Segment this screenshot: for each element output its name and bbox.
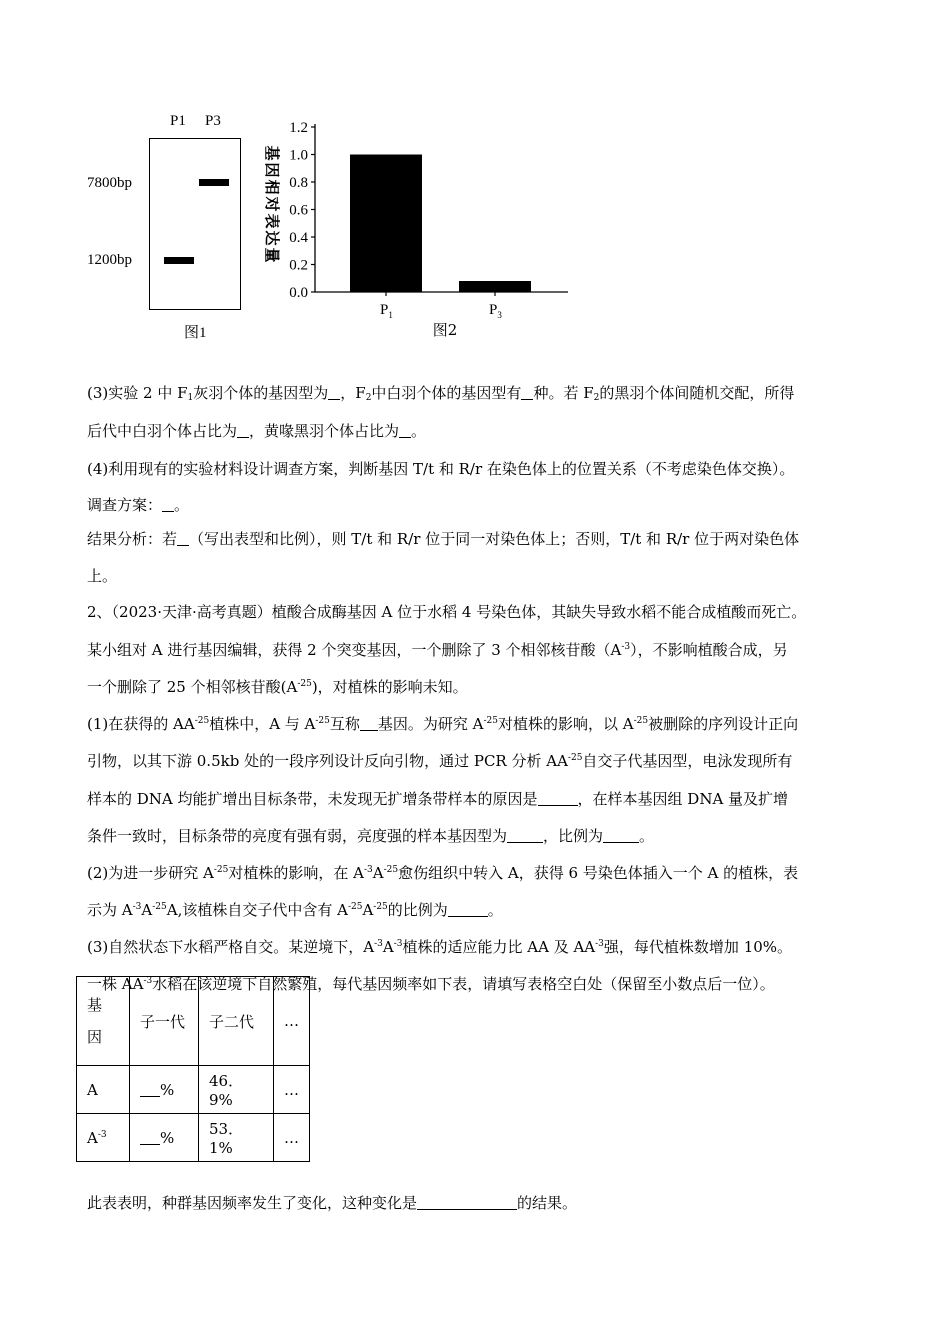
q4-line1: (4)利用现有的实验材料设计调查方案，判断基因 T/t 和 R/r 在染色体上的位置关系（不考虑染色体交换）。 [87, 460, 795, 478]
s2-line1: (2)为进一步研究 $A^{-25}$对植株的影响，在 $A^{-3}A^{-25}$愈伤组织中转入 A，获得 6 号染色体插入一个 A 的植株，表 [87, 864, 799, 882]
cell-gen2: 46．9% [199, 1066, 274, 1114]
header-gen2: 子二代 [199, 977, 274, 1066]
cell-more: … [274, 1066, 310, 1114]
s3-line1: (3)自然状态下水稻严格自交。某逆境下，$A^{-3}A^{-3}$植株的适应能力比 AA 及 $AA^{-3}$强，每代植株数增加 10%。 [87, 938, 793, 956]
y-tick-label: 0.4 [289, 230, 308, 246]
y-tick-label: 0.0 [289, 285, 308, 301]
y-axis-label-char: 因 [263, 162, 281, 178]
y-tick-label: 0.8 [289, 175, 308, 191]
y-axis-label-char: 基 [263, 145, 281, 161]
cell-gen1: % [130, 1114, 199, 1162]
s1-line4: 条件一致时，目标条带的亮度有强有弱，亮度强的样本基因型为 ，比例为 。 [87, 827, 655, 845]
s3-line2: 一株 $AA^{-3}$水稻在该逆境下自然繁殖，每代基因频率如下表，请填写表格空白处（保留至小数点后一位）。 [87, 975, 775, 993]
y-axis-label-char: 量 [263, 247, 281, 263]
header-more: … [274, 977, 310, 1066]
gel-band-p1 [164, 257, 194, 264]
figure1-caption: 图1 [184, 325, 207, 341]
y-axis-label-char: 对 [263, 196, 281, 212]
table-row [77, 1114, 310, 1162]
cell-gene: A [77, 1066, 130, 1114]
marker-1200: 1200bp [87, 252, 132, 268]
y-tick-label: 0.2 [289, 257, 308, 274]
y-tick-label: 1.2 [289, 120, 308, 136]
s1-line1: (1)在获得的 $AA^{-25}$植株中，A 与 $A^{-25}$互称 基因。为研究 $A^{-25}$对植株的影响，以 $A^{-25}$被删除的序列设计正向 [87, 715, 799, 733]
bar-p3 [459, 281, 531, 292]
q4-line4: 上。 [87, 567, 118, 585]
figure2-caption: 图2 [432, 321, 458, 339]
y-axis-label-char: 相 [263, 179, 281, 195]
y-tick-label: 0.6 [289, 202, 308, 219]
q3-line1: (3)实验 2 中 $F_1$灰羽个体的基因型为 ，$F_2$中白羽个体的基因型有 种。若 $F_2$的黑羽个体间随机交配，所得 [87, 384, 795, 403]
cell-more: … [274, 1114, 310, 1162]
cell-gene: $A^{-3}$ [77, 1114, 130, 1162]
y-axis-label-char: 表 [263, 213, 281, 229]
q4-line3: 结果分析：若 （写出表型和比例），则 T/t 和 R/r 位于同一对染色体上；否则，T/t 和 R/r 位于两对染色体 [87, 530, 800, 548]
q4-line2: 调查方案： 。 [87, 496, 190, 514]
gene-frequency-table [76, 976, 310, 1162]
table-row [77, 1066, 310, 1114]
cell-gen2: 53．1% [199, 1114, 274, 1162]
header-gen1: 子一代 [130, 977, 199, 1066]
y-tick-label: 1.0 [289, 147, 308, 164]
p2-line3: 一个删除了 25 个相邻核苷酸$(A^{-25})$，对植株的影响未知。 [87, 678, 468, 696]
gel-frame [149, 138, 241, 310]
y-axis-label-char: 达 [263, 230, 281, 246]
s1-line2: 引物，以其下游 0.5kb 处的一段序列设计反向引物，通过 PCR 分析 $AA^{-25}$自交子代基因型，电泳发现所有 [87, 752, 793, 770]
s2-line2: 示为 $A^{-3}A^{-25}A$,该植株自交子代中含有 $A^{-25}A^{-25}$的比例为 。 [87, 901, 503, 919]
lane-label-p1: P1 [170, 113, 186, 129]
table-header-row [77, 977, 310, 1066]
bar-p1 [350, 155, 422, 293]
x-tick-label: $P_3$ [489, 302, 502, 320]
p2-line1: 2、（2023·天津·高考真题）植酸合成酶基因 A 位于水稻 4 号染色体，其缺失导致水稻不能合成植酸而死亡。 [87, 603, 807, 621]
cell-gen1: % [130, 1066, 199, 1114]
p2-line2: 某小组对 A 进行基因编辑，获得 2 个突变基因，一个删除了 3 个相邻核苷酸$(A^{-3})$，不影响植酸合成，另 [87, 641, 788, 659]
header-gene: 基 因 [77, 977, 130, 1066]
lane-label-p3: P3 [205, 113, 221, 129]
x-tick-label: $P_1$ [380, 302, 393, 320]
marker-7800: 7800bp [87, 175, 132, 191]
s1-line3: 样本的 DNA 均能扩增出目标条带，未发现无扩增条带样本的原因是 ，在样本基因组 DNA 量及扩增 [87, 790, 789, 808]
figure2-bar-chart [255, 110, 585, 360]
q3-line2: 后代中白羽个体占比为 ，黄喙黑羽个体占比为 。 [87, 422, 427, 440]
gel-band-p3 [199, 179, 229, 186]
conclusion-line: 此表表明，种群基因频率发生了变化，这种变化是 的结果。 [87, 1194, 578, 1212]
